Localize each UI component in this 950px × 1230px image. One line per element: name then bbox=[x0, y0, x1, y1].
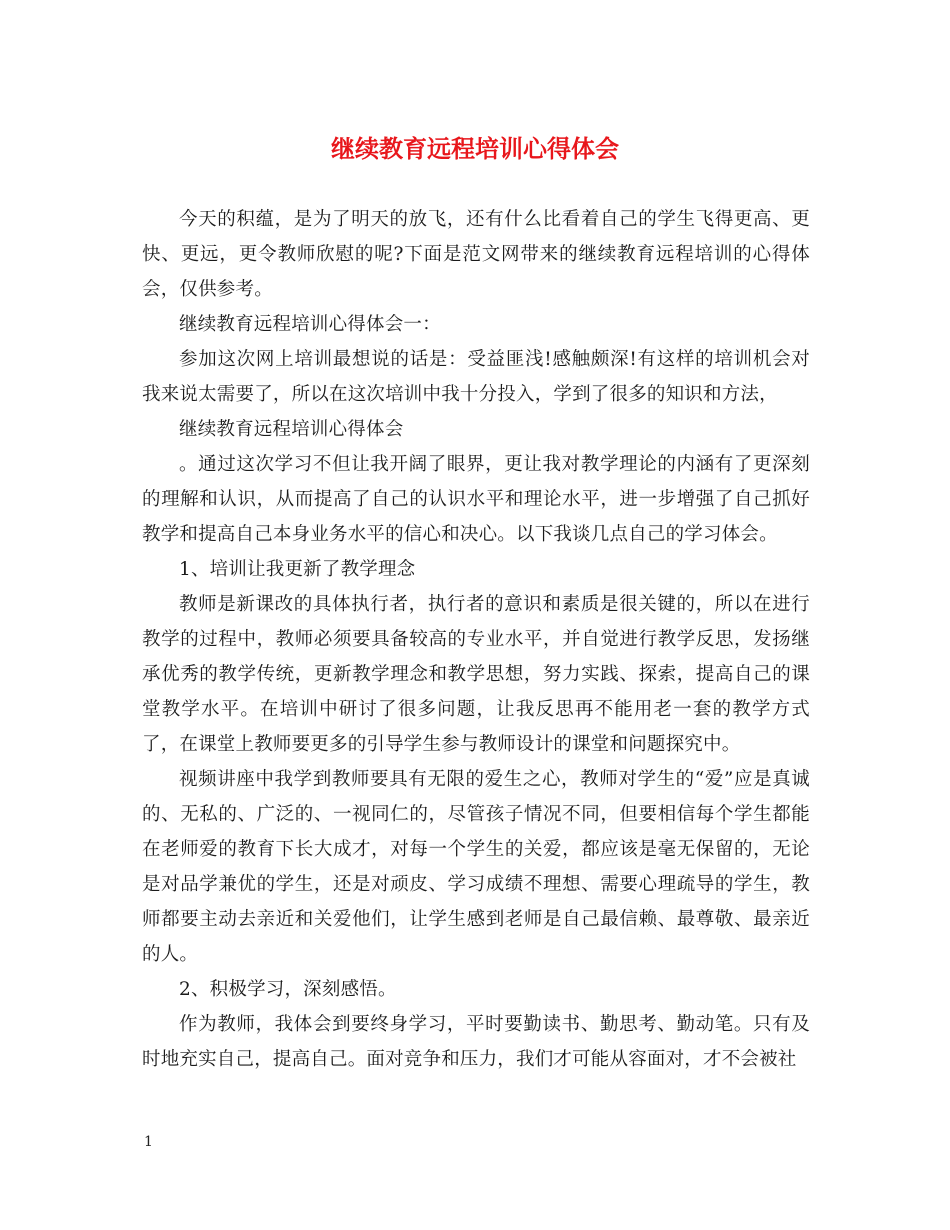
paragraph-learning-benefits: 。通过这次学习不但让我开阔了眼界，更让我对教学理论的内涵有了更深刻的理解和认识，从而提高了自己的认识水平和理论水平，进一步增强了自己抓好教学和提高自己本身业务水平的信心和决心。以下我谈几点自己的学习体会。 bbox=[142, 454, 810, 545]
paragraph-section-1-heading: 1、培训让我更新了教学理念 bbox=[179, 559, 416, 580]
document-body bbox=[142, 202, 810, 1077]
paragraph-lifelong-learning: 作为教师，我体会到要终身学习，平时要勤读书、勤思考、勤动笔。只有及时地充实自己，提高自己。面对竞争和压力，我们才可能从容面对，才不会被社 bbox=[142, 1014, 810, 1070]
paragraph-intro: 今天的积蕴，是为了明天的放飞，还有什么比看着自己的学生飞得更高、更快、更远，更令教师欣慰的呢?下面是范文网带来的继续教育远程培训的心得体会，仅供参考。 bbox=[142, 209, 810, 300]
paragraph-teaching-concepts: 教师是新课改的具体执行者，执行者的意识和素质是很关键的，所以在进行教学的过程中，教师必须要具备较高的专业水平，并自觉进行教学反思，发扬继承优秀的教学传统，更新教学理念和教学思想，努力实践、探索，提高自己的课堂教学水平。在培训中研讨了很多问题，让我反思再不能用老一套的教学方式了，在课堂上教师要更多的引导学生参与教师设计的课堂和问题探究中。 bbox=[142, 594, 810, 755]
paragraph-love-for-students: 视频讲座中我学到教师要具有无限的爱生之心，教师对学生的“爱”应是真诚的、无私的、广泛的、一视同仁的，尽管孩子情况不同，但要相信每个学生都能在老师爱的教育下长大成才，对每一个学生的关爱，都应该是毫无保留的，无论是对品学兼优的学生，还是对顽皮、学习成绩不理想、需要心理疏导的学生，教师都要主动去亲近和关爱他们，让学生感到老师是自己最信赖、最尊敬、最亲近的人。 bbox=[142, 769, 810, 965]
paragraph-heading-part-one: 继续教育远程培训心得体会一： bbox=[179, 314, 441, 335]
paragraph-training-feelings: 参加这次网上培训最想说的话是：受益匪浅!感触颇深!有这样的培训机会对我来说太需要了，所以在这次培训中我十分投入，学到了很多的知识和方法， bbox=[142, 349, 810, 405]
paragraph-subtitle: 继续教育远程培训心得体会 bbox=[179, 419, 404, 440]
document-title: 继续教育远程培训心得体会 bbox=[331, 135, 619, 163]
page-number: 1 bbox=[144, 1134, 153, 1150]
paragraph-section-2-heading: 2、积极学习，深刻感悟。 bbox=[179, 979, 397, 1000]
